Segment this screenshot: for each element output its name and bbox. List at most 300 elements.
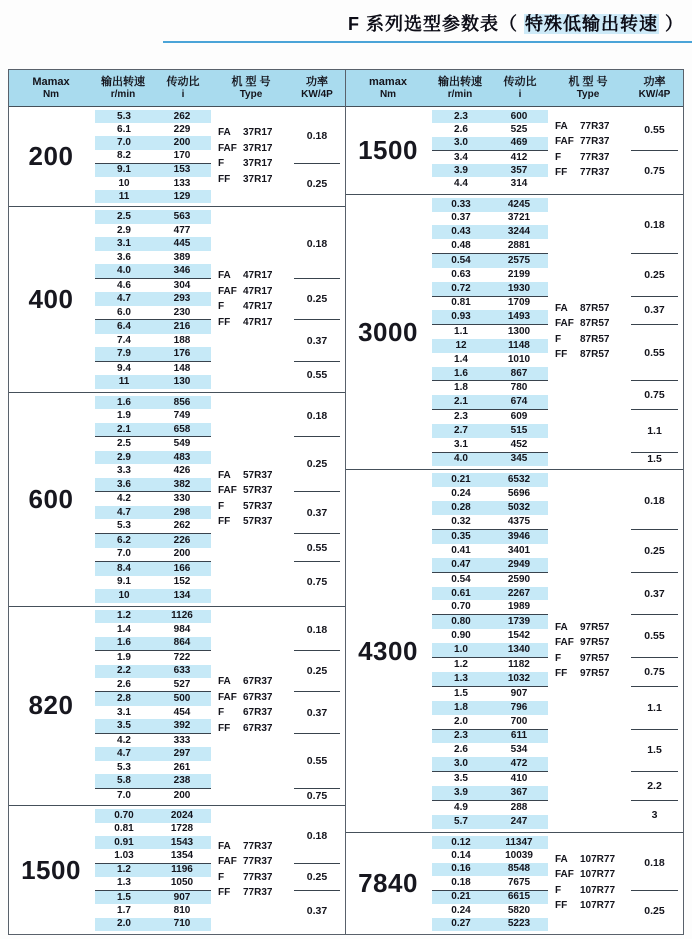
ratio-cell: 8548 [507, 863, 531, 875]
speed-cell: 5.3 [117, 520, 131, 532]
power-value: 0.18 [644, 219, 665, 232]
ratio-cell: 1196 [171, 864, 193, 876]
table-row [432, 643, 548, 657]
type-prefix: FA [555, 853, 568, 865]
power-value: 0.55 [631, 324, 678, 380]
table-row [95, 877, 211, 890]
speed-cell: 6.1 [117, 123, 131, 135]
table-left-half [9, 70, 346, 934]
ratio-cell: 262 [173, 110, 191, 122]
header-power [289, 70, 345, 106]
page-title-paren-open: （ [499, 14, 525, 34]
type-number: 67R37 [243, 707, 273, 719]
table-row [95, 478, 211, 492]
ratio-cell: 472 [510, 758, 528, 770]
speed-cell: 2.0 [454, 715, 468, 727]
speed-cell: 3.1 [117, 706, 131, 718]
type-model [555, 853, 626, 868]
speed-cell: 8.4 [117, 562, 131, 574]
type-model [218, 269, 289, 284]
type-prefix: F [555, 884, 562, 896]
table-row [432, 918, 548, 931]
type-model [555, 120, 626, 135]
ratio-cell: 1300 [507, 326, 531, 338]
type-column [213, 806, 289, 934]
ratio-cell: 1709 [507, 297, 531, 309]
type-model [218, 855, 289, 870]
header-ratio-label: 传动比 [503, 75, 537, 88]
torque-value: 1500 [358, 134, 418, 165]
ratio-cell: 534 [510, 744, 528, 756]
table-row [95, 576, 211, 590]
type-prefix: F [218, 871, 225, 883]
table-body-left [9, 107, 345, 934]
power-column [626, 470, 683, 831]
table-row [95, 665, 211, 678]
type-number: 77R37 [580, 136, 610, 148]
type-model [555, 333, 626, 348]
type-prefix: FA [555, 621, 568, 633]
power-value: 0.25 [294, 163, 340, 204]
ratio-group [432, 409, 548, 451]
table-row [95, 548, 211, 562]
table-row [95, 610, 211, 623]
type-column [550, 195, 626, 470]
table-row [432, 395, 548, 409]
speed-cell: 6.0 [117, 306, 131, 318]
ratio-cell: 1739 [507, 616, 531, 628]
ratio-cell: 454 [173, 706, 191, 718]
ratio-cell: 549 [173, 438, 191, 450]
table-row [95, 177, 211, 190]
ratio-cell: 1340 [507, 644, 531, 656]
speed-cell: 4.2 [117, 493, 131, 505]
speed-cell: 4.7 [117, 293, 131, 305]
torque-value: 200 [28, 141, 74, 172]
ratio-cell: 200 [173, 136, 191, 148]
ratio-cell: 304 [173, 279, 191, 291]
table-row [432, 501, 548, 515]
ratio-cell: 2267 [507, 587, 531, 599]
ratio-group [95, 396, 211, 437]
table-row [95, 279, 211, 293]
type-number: 37R17 [243, 173, 273, 185]
header-type [550, 70, 626, 106]
type-column [550, 470, 626, 831]
header-torque-unit: Nm [379, 89, 397, 101]
speed-cell: 1.6 [454, 367, 468, 379]
ratio-cell: 1354 [170, 849, 194, 861]
ratio-cell: 1989 [507, 601, 531, 613]
ratio-cell: 288 [510, 801, 528, 813]
ratio-cell: 452 [510, 438, 528, 450]
type-number: 107R77 [580, 853, 616, 865]
type-number: 67R37 [243, 722, 273, 734]
table-row [95, 423, 211, 437]
ratio-group [95, 110, 211, 163]
ratio-cell: 527 [173, 678, 191, 690]
power-value: 0.25 [631, 253, 678, 295]
header-speed-unit: r/min [110, 89, 136, 101]
ratio-cell: 333 [173, 734, 191, 746]
type-prefix: FAF [555, 136, 574, 148]
table-row [432, 836, 548, 849]
table-row [95, 692, 211, 705]
ratio-cell: 170 [173, 150, 191, 162]
speed-cell: 3.6 [117, 478, 131, 490]
ratio-cell: 410 [510, 773, 528, 785]
ratio-cell: 5696 [507, 488, 531, 500]
ratio-cell: 229 [173, 123, 191, 135]
ratio-cell: 3244 [507, 226, 531, 238]
header-torque-label: mamax [369, 75, 407, 88]
speed-cell: 6.4 [117, 321, 131, 333]
ratio-cell: 6615 [507, 891, 531, 903]
speed-cell: 1.9 [117, 410, 131, 422]
table-row [432, 410, 548, 424]
ratio-cell: 907 [510, 687, 528, 699]
type-prefix: FF [555, 900, 568, 912]
ratio-cell: 389 [173, 251, 191, 263]
ratio-cell: 984 [173, 623, 191, 635]
table-row [95, 123, 211, 136]
type-model [218, 500, 289, 515]
header-type-unit: Type [239, 89, 263, 101]
ratio-cell: 5820 [507, 904, 531, 916]
torque-section [346, 194, 683, 470]
torque-value: 400 [28, 284, 74, 315]
page-title-highlight: 特殊低输出转速 [525, 14, 659, 34]
type-model [218, 316, 289, 331]
ratio-cell: 238 [173, 775, 191, 787]
type-model [555, 884, 626, 899]
table-row [432, 310, 548, 324]
speed-cell: 5.3 [117, 110, 131, 122]
ratio-cell: 293 [173, 293, 191, 305]
table-row [432, 629, 548, 643]
type-number: 37R17 [243, 158, 273, 170]
table-row [432, 353, 548, 367]
type-model [218, 691, 289, 706]
ratio-cell: 515 [510, 424, 528, 436]
type-model [555, 652, 626, 667]
type-prefix: F [555, 652, 562, 664]
ratio-group [95, 163, 211, 204]
torque-value: 4300 [358, 635, 418, 666]
ratio-group [432, 686, 548, 729]
table-row [95, 534, 211, 548]
type-prefix: FA [218, 270, 231, 282]
table-row [432, 701, 548, 715]
ratio-cell: 600 [510, 110, 528, 122]
speed-cell: 1.0 [454, 644, 468, 656]
table-row [95, 774, 211, 787]
speed-cell: 0.14 [451, 849, 471, 861]
table-row [432, 772, 548, 786]
type-model [218, 886, 289, 901]
power-column [626, 107, 683, 194]
power-column [289, 806, 345, 934]
ratio-cell: 216 [173, 321, 191, 333]
ratio-cell: 226 [173, 534, 191, 546]
torque-section [346, 469, 683, 831]
speed-ratio-column [93, 107, 213, 206]
ratio-cell: 611 [510, 730, 528, 742]
table-row [95, 362, 211, 376]
speed-cell: 1.2 [454, 659, 468, 670]
table-row [95, 334, 211, 348]
speed-cell: 2.5 [117, 438, 131, 450]
ratio-cell: 7675 [507, 876, 531, 888]
ratio-cell: 200 [173, 548, 191, 560]
ratio-group [95, 733, 211, 788]
speed-cell: 3.9 [454, 164, 468, 176]
type-column [550, 833, 626, 934]
ratio-cell: 609 [510, 411, 528, 423]
speed-cell: 2.6 [117, 678, 131, 690]
table-row [95, 747, 211, 760]
table-row [432, 177, 548, 190]
speed-cell: 0.27 [451, 918, 471, 930]
header-type-label: 机 型 号 [231, 75, 271, 88]
table-row [432, 325, 548, 339]
header-speed-label: 输出转速 [438, 75, 482, 88]
speed-cell: 11 [118, 376, 130, 388]
power-column [626, 833, 683, 934]
speed-cell: 1.5 [454, 687, 468, 699]
type-number: 77R37 [243, 856, 273, 868]
ratio-cell: 200 [173, 789, 191, 801]
ratio-cell: 412 [510, 151, 528, 163]
speed-cell: 0.54 [451, 573, 471, 585]
type-model [218, 675, 289, 690]
power-value: 0.37 [631, 296, 678, 325]
ratio-cell: 133 [173, 177, 191, 189]
power-value: 0.37 [294, 890, 340, 931]
speed-ratio-column [430, 833, 550, 934]
type-model [218, 142, 289, 157]
table-row [432, 381, 548, 395]
type-model [555, 166, 626, 181]
speed-cell: 9.1 [117, 576, 131, 588]
torque-section [9, 206, 345, 391]
type-number: 67R37 [243, 691, 273, 703]
ratio-group [95, 491, 211, 533]
ratio-cell: 5032 [507, 502, 531, 514]
torque-section [346, 107, 683, 194]
type-column [213, 107, 289, 206]
speed-cell: 3.3 [117, 465, 131, 477]
power-value: 0.18 [306, 623, 328, 636]
type-prefix: F [218, 158, 225, 170]
ratio-cell: 2590 [507, 573, 531, 585]
ratio-cell: 230 [173, 306, 191, 318]
table-row [432, 891, 548, 904]
speed-cell: 0.93 [451, 311, 471, 323]
ratio-cell: 153 [173, 164, 191, 176]
ratio-cell: 722 [173, 651, 191, 663]
speed-cell: 1.6 [117, 637, 131, 649]
table-row [432, 658, 548, 672]
type-number: 87R57 [580, 349, 610, 361]
table-row [432, 137, 548, 150]
power-value: 1.1 [631, 409, 678, 451]
speed-cell: 10 [118, 589, 130, 601]
type-model [218, 515, 289, 530]
type-prefix: FA [555, 120, 568, 132]
table-row [432, 600, 548, 614]
ratio-cell: 130 [173, 376, 191, 388]
ratio-group [432, 614, 548, 657]
table-row [432, 863, 548, 876]
power-value: 0.37 [294, 491, 340, 533]
speed-cell: 4.2 [117, 734, 131, 746]
speed-cell: 11 [118, 190, 130, 202]
table-row [432, 339, 548, 353]
ratio-group [95, 691, 211, 732]
type-number: 97R57 [580, 621, 610, 633]
ratio-cell: 247 [510, 815, 528, 827]
speed-cell: 0.80 [451, 616, 471, 628]
speed-cell: 0.41 [451, 544, 471, 556]
speed-cell: 5.8 [117, 775, 131, 787]
ratio-group [432, 380, 548, 409]
power-value: 0.25 [294, 650, 340, 691]
type-number: 97R57 [580, 637, 610, 649]
table-row [95, 562, 211, 576]
type-prefix: FA [555, 302, 568, 314]
type-prefix: FAF [218, 691, 237, 703]
table-row [432, 801, 548, 815]
power-value: 3 [631, 800, 678, 829]
torque-value: 1500 [21, 854, 81, 885]
speed-cell: 1.4 [454, 353, 468, 365]
table-row [432, 164, 548, 177]
table-row [95, 678, 211, 691]
torque-value: 7840 [358, 867, 418, 898]
table-row [432, 876, 548, 889]
speed-cell: 0.90 [451, 630, 471, 642]
type-prefix: FAF [555, 318, 574, 330]
ratio-cell: 1728 [170, 823, 194, 835]
ratio-group [95, 863, 211, 891]
ratio-group [95, 809, 211, 862]
power-column [289, 107, 345, 206]
ratio-group [432, 296, 548, 325]
parameter-table [8, 69, 684, 935]
speed-cell: 0.21 [451, 474, 471, 486]
ratio-group [432, 800, 548, 829]
type-number: 57R37 [243, 516, 273, 528]
ratio-cell: 297 [173, 748, 191, 760]
ratio-cell: 633 [173, 665, 191, 677]
type-prefix: F [555, 151, 562, 163]
ratio-cell: 6532 [507, 474, 531, 486]
table-row [432, 544, 548, 558]
table-row [95, 904, 211, 917]
ratio-cell: 856 [173, 396, 191, 408]
table-row [95, 251, 211, 265]
type-model [218, 157, 289, 172]
speed-cell: 0.24 [451, 488, 471, 500]
table-row [95, 150, 211, 163]
speed-cell: 1.03 [114, 849, 134, 861]
speed-cell: 7.0 [117, 548, 131, 560]
ratio-cell: 129 [173, 190, 191, 202]
speed-cell: 1.8 [454, 382, 468, 394]
table-row [432, 367, 548, 381]
speed-cell: 0.37 [451, 212, 471, 224]
table-row [432, 438, 548, 452]
type-prefix: F [218, 301, 225, 313]
table-row [432, 558, 548, 572]
type-prefix: FAF [218, 485, 237, 497]
ratio-group [95, 278, 211, 320]
type-prefix: FF [218, 173, 231, 185]
ratio-cell: 2199 [507, 268, 531, 280]
type-number: 107R77 [580, 900, 616, 912]
ratio-cell: 152 [173, 576, 191, 588]
table-row [432, 615, 548, 629]
type-prefix: FF [555, 668, 568, 680]
power-value: 0.25 [631, 529, 678, 572]
power-value: 0.25 [294, 863, 340, 891]
power-column [289, 607, 345, 806]
table-row [95, 706, 211, 719]
speed-cell: 7.9 [117, 348, 131, 360]
speed-cell: 4.9 [454, 801, 468, 813]
power-value: 0.75 [631, 657, 678, 686]
speed-ratio-column [93, 806, 213, 934]
ratio-group [432, 324, 548, 380]
table-row [432, 151, 548, 164]
ratio-cell: 477 [173, 224, 191, 236]
table-row [432, 198, 548, 212]
speed-cell: 1.4 [117, 623, 131, 635]
header-power-unit: KW/4P [638, 89, 671, 101]
type-model [218, 300, 289, 315]
type-number: 77R37 [580, 120, 610, 132]
ratio-group [95, 788, 211, 802]
header-torque [346, 70, 430, 106]
table-row [95, 506, 211, 520]
ratio-cell: 1010 [507, 353, 531, 365]
ratio-group [95, 361, 211, 389]
speed-cell: 0.70 [114, 809, 134, 821]
table-row [95, 396, 211, 410]
table-row [95, 492, 211, 506]
speed-ratio-column [430, 195, 550, 470]
speed-cell: 0.16 [451, 863, 471, 875]
table-row [95, 375, 211, 389]
type-model [555, 899, 626, 914]
power-value: 0.75 [631, 150, 678, 191]
type-prefix: FF [218, 316, 231, 328]
speed-ratio-column [93, 607, 213, 806]
power-value: 1.5 [631, 452, 678, 467]
ratio-cell: 2881 [507, 240, 531, 252]
ratio-cell: 1148 [508, 339, 530, 351]
speed-cell: 0.24 [451, 904, 471, 916]
header-torque-label: Mamax [32, 75, 70, 88]
header-ratio-unit: i [181, 89, 185, 101]
ratio-cell: 500 [173, 693, 191, 705]
ratio-group [432, 836, 548, 890]
table-row [432, 587, 548, 601]
speed-cell: 4.0 [117, 265, 131, 277]
type-prefix: FAF [218, 856, 237, 868]
speed-cell: 1.7 [117, 905, 131, 917]
